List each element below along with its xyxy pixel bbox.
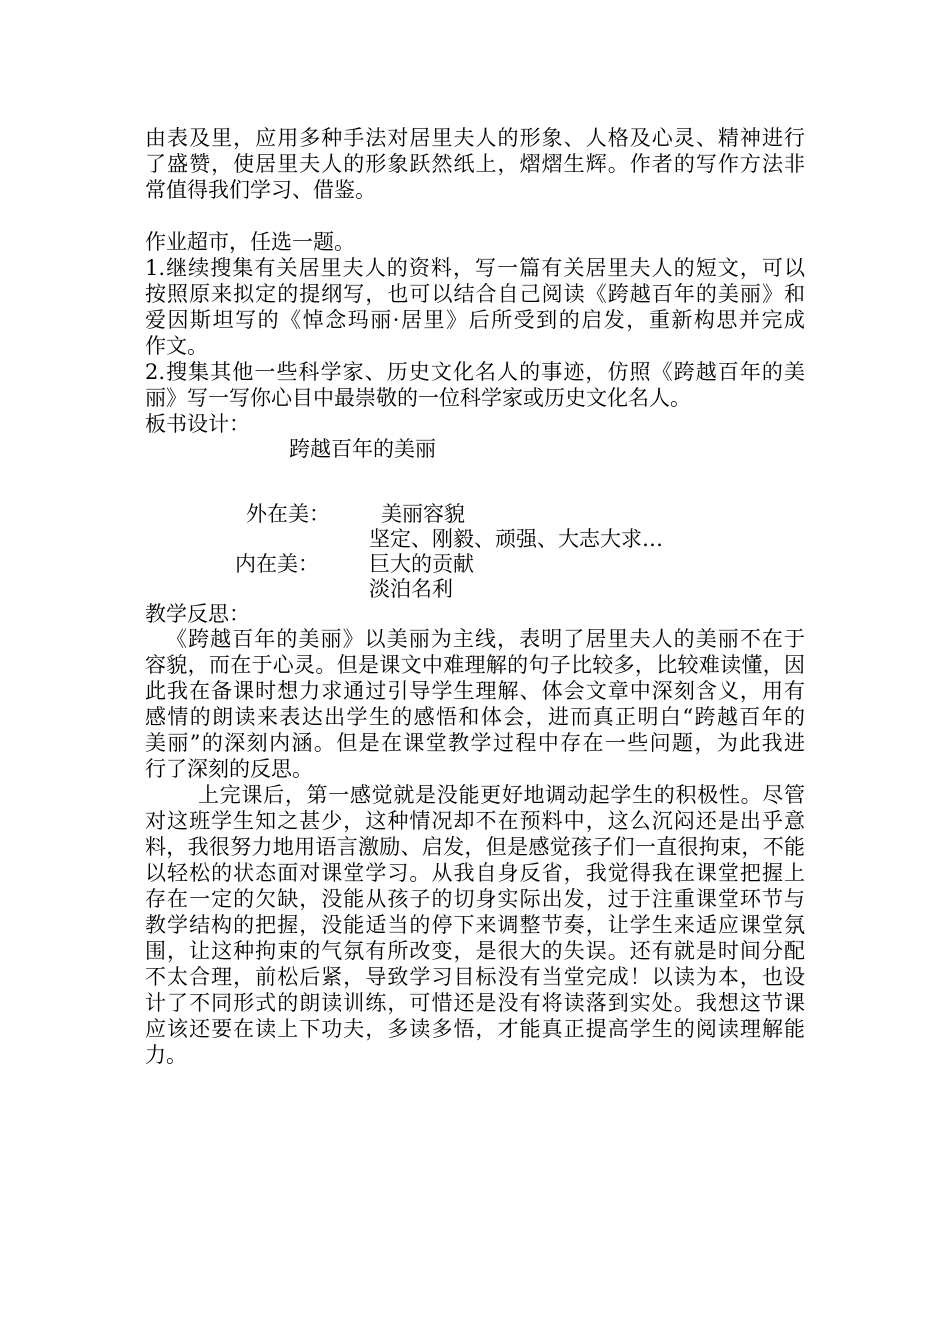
homework-line: 爱因斯坦写的《悼念玛丽·居里》后所受到的启发，重新构思并完成: [145, 308, 805, 332]
reflection-line: 应该还要在读上下功夫，多读多悟，才能真正提高学生的阅读理解能: [145, 1017, 805, 1041]
reflection-line: 以轻松的状态面对课堂学习。从我自身反省，我觉得我在课堂把握上: [145, 861, 805, 885]
reflection-line: 计了不同形式的朗读训练，可惜还是没有将读落到实处。我想这节课: [145, 991, 805, 1015]
homework-line: 1.继续搜集有关居里夫人的资料，写一篇有关居里夫人的短文，可以: [145, 256, 805, 280]
homework-line: 丽》写一写你心目中最崇敬的一位科学家或历史文化名人。: [145, 386, 691, 410]
board-title: 跨越百年的美丽: [289, 437, 436, 461]
board-inner-item: 淡泊名利: [369, 577, 453, 601]
board-inner-item: 坚定、刚毅、顽强、大志大求…: [369, 527, 663, 551]
homework-line: 作文。: [145, 334, 208, 358]
board-heading: 板书设计：: [145, 412, 250, 436]
reflection-line: 不太合理，前松后紧，导致学习目标没有当堂完成！以读为本，也设: [145, 965, 805, 989]
reflection-line: 教学结构的把握，没能适当的停下来调整节奏，让学生来适应课堂氛: [145, 913, 805, 937]
reflection-line: 容貌，而在于心灵。但是课文中难理解的句子比较多，比较难读懂，因: [145, 653, 805, 677]
homework-heading: 作业超市，任选一题。: [145, 230, 355, 254]
reflection-line: 行了深刻的反思。: [145, 757, 313, 781]
reflection-line: 感情的朗读来表达出学生的感悟和体会，进而真正明白“跨越百年的: [145, 705, 805, 729]
reflection-line: 对这班学生知之甚少，这种情况却不在预料中，这么沉闷还是出乎意: [145, 809, 805, 833]
intro-line: 常值得我们学习、借鉴。: [145, 178, 376, 202]
reflection-line: 力。: [145, 1043, 187, 1067]
board-inner-label: 内在美：: [235, 552, 319, 576]
board-outer-label: 外在美：: [246, 502, 330, 526]
board-outer-item: 美丽容貌: [381, 502, 465, 526]
reflection-line: 美丽”的深刻内涵。但是在课堂教学过程中存在一些问题，为此我进: [145, 731, 805, 755]
reflection-heading: 教学反思：: [145, 602, 250, 626]
intro-line: 了盛赞，使居里夫人的形象跃然纸上，熠熠生辉。作者的写作方法非: [145, 152, 805, 176]
intro-line: 由表及里，应用多种手法对居里夫人的形象、人格及心灵、精神进行: [145, 126, 805, 150]
reflection-line: 《跨越百年的美丽》以美丽为主线，表明了居里夫人的美丽不在于: [166, 627, 805, 651]
reflection-line: 围，让这种拘束的气氛有所改变，是很大的失误。还有就是时间分配: [145, 939, 805, 963]
reflection-line: 存在一定的欠缺，没能从孩子的切身实际出发，过于注重课堂环节与: [145, 887, 805, 911]
reflection-line: 此我在备课时想力求通过引导学生理解、体会文章中深刻含义，用有: [145, 679, 805, 703]
homework-line: 按照原来拟定的提纲写，也可以结合自己阅读《跨越百年的美丽》和: [145, 282, 805, 306]
board-inner-item: 巨大的贡献: [369, 552, 474, 576]
reflection-line: 料，我很努力地用语言激励、启发，但是感觉孩子们一直很拘束，不能: [145, 835, 805, 859]
homework-line: 2.搜集其他一些科学家、历史文化名人的事迹，仿照《跨越百年的美: [145, 360, 805, 384]
reflection-line: 上完课后，第一感觉就是没能更好地调动起学生的积极性。尽管: [198, 783, 805, 807]
